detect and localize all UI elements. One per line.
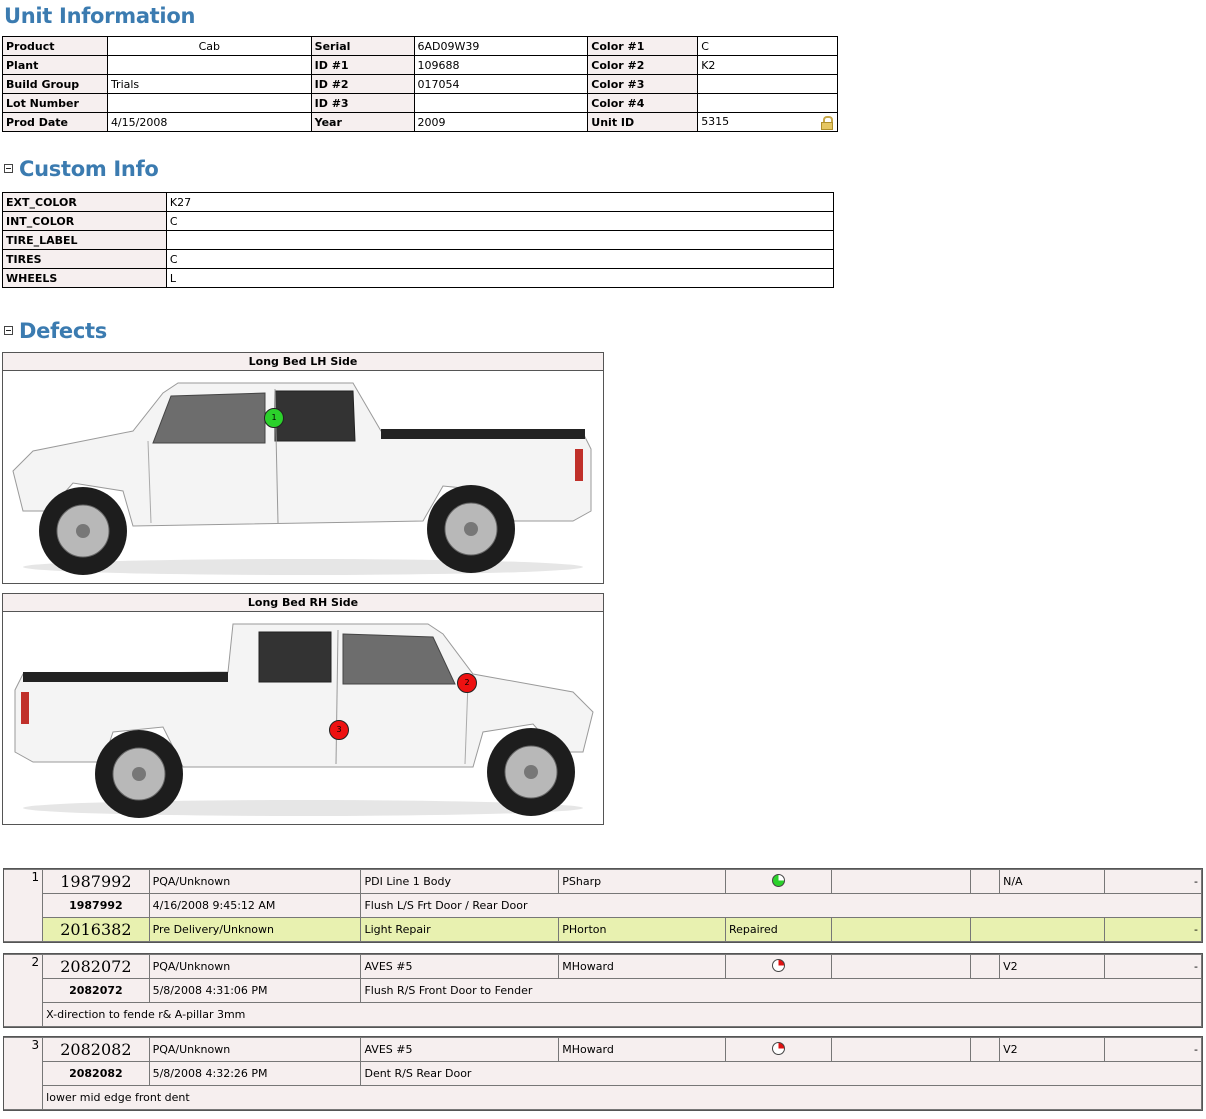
defect-dash: - — [1104, 870, 1201, 894]
defect-note: lower mid edge front dent — [43, 1086, 1202, 1110]
defect-detail-row — [4, 894, 1202, 918]
defect-description: Flush L/S Frt Door / Rear Door — [361, 894, 1202, 918]
defect-code: V2 — [1000, 1038, 1104, 1062]
view-title: Long Bed RH Side — [3, 594, 603, 612]
defect-station: PDI Line 1 Body — [361, 870, 559, 894]
defect-id[interactable]: 1987992 — [43, 870, 149, 894]
repair-dash: - — [1104, 918, 1201, 942]
repair-station: Light Repair — [361, 918, 559, 942]
unit-information-table — [2, 36, 838, 132]
unit-value: 4/15/2008 — [107, 113, 311, 132]
defect-user: MHoward — [559, 955, 726, 979]
custom-row — [3, 193, 834, 212]
custom-info-title: Custom Info — [19, 157, 159, 181]
custom-row — [3, 212, 834, 231]
defect-empty-cell — [832, 955, 971, 979]
defect-status-cell — [725, 1038, 831, 1062]
custom-row — [3, 231, 834, 250]
view-title: Long Bed LH Side — [3, 353, 603, 371]
defect-note-row — [4, 1086, 1202, 1110]
unit-label: ID #2 — [311, 75, 414, 94]
defect-dash: - — [1104, 1038, 1201, 1062]
collapse-toggle-icon[interactable] — [4, 326, 13, 335]
repair-empty-cell — [832, 918, 971, 942]
unit-value — [414, 94, 588, 113]
defect-record-2 — [3, 953, 1203, 1028]
defect-station: AVES #5 — [361, 1038, 559, 1062]
unit-label: Color #4 — [588, 94, 698, 113]
defects-title: Defects — [19, 319, 107, 343]
repair-empty-cell — [970, 918, 1104, 942]
defect-id[interactable]: 2082072 — [43, 955, 149, 979]
unit-row-prod-date — [3, 113, 838, 132]
defect-status-cell — [725, 870, 831, 894]
unit-value — [698, 94, 838, 113]
defect-user: PSharp — [559, 870, 726, 894]
defect-description: Flush R/S Front Door to Fender — [361, 979, 1202, 1003]
lock-icon[interactable] — [820, 116, 834, 130]
defect-empty-cell — [970, 870, 999, 894]
unit-row-build-group — [3, 75, 838, 94]
defect-timestamp: 5/8/2008 4:31:06 PM — [149, 979, 361, 1003]
unit-value — [698, 75, 838, 94]
custom-value — [166, 231, 833, 250]
unit-value: 6AD09W39 — [414, 37, 588, 56]
unit-value — [107, 56, 311, 75]
unit-label: Color #3 — [588, 75, 698, 94]
unit-value: K2 — [698, 56, 838, 75]
custom-info-table — [2, 192, 834, 288]
defect-dash: - — [1104, 955, 1201, 979]
unit-label: Color #2 — [588, 56, 698, 75]
custom-row — [3, 269, 834, 288]
defect-sub-id: 1987992 — [43, 894, 149, 918]
defect-timestamp: 5/8/2008 4:32:26 PM — [149, 1062, 361, 1086]
unit-value: 5315 — [701, 114, 730, 128]
repair-user: PHorton — [559, 918, 726, 942]
collapse-toggle-icon[interactable] — [4, 164, 13, 173]
truck-rh-icon — [3, 612, 603, 824]
defect-empty-cell — [832, 1038, 971, 1062]
custom-value: K27 — [166, 193, 833, 212]
unit-label: Build Group — [3, 75, 108, 94]
defect-code: V2 — [1000, 955, 1104, 979]
defect-timestamp: 4/16/2008 9:45:12 AM — [149, 894, 361, 918]
defect-marker-2[interactable]: 2 — [457, 673, 477, 693]
pie-green-icon — [772, 874, 785, 887]
defect-station: AVES #5 — [361, 955, 559, 979]
defect-code: N/A — [1000, 870, 1104, 894]
defect-detail-row — [4, 1062, 1202, 1086]
unit-label: Product — [3, 37, 108, 56]
unit-value: 2009 — [414, 113, 588, 132]
defect-marker-3[interactable]: 3 — [329, 720, 349, 740]
truck-lh-icon — [3, 371, 603, 583]
unit-row-product — [3, 37, 838, 56]
custom-row — [3, 250, 834, 269]
defect-view-lh — [2, 352, 604, 584]
custom-label: INT_COLOR — [3, 212, 167, 231]
pie-red-icon — [772, 1042, 785, 1055]
defect-view-rh — [2, 593, 604, 825]
defect-marker-1[interactable]: 1 — [264, 408, 284, 428]
unit-value: 017054 — [414, 75, 588, 94]
unit-label: Color #1 — [588, 37, 698, 56]
defect-source: PQA/Unknown — [149, 955, 361, 979]
defect-detail-row — [4, 979, 1202, 1003]
unit-label: Plant — [3, 56, 108, 75]
custom-label: TIRE_LABEL — [3, 231, 167, 250]
defect-index: 3 — [4, 1038, 43, 1110]
defect-note-row — [4, 1003, 1202, 1027]
defect-source: PQA/Unknown — [149, 870, 361, 894]
repair-id[interactable]: 2016382 — [43, 918, 149, 942]
repair-row[interactable] — [4, 918, 1202, 942]
unit-value: C — [698, 37, 838, 56]
defect-empty-cell — [970, 1038, 999, 1062]
defect-main-row[interactable] — [4, 1038, 1202, 1062]
repair-status: Repaired — [725, 918, 831, 942]
unit-row-lot-number — [3, 94, 838, 113]
defect-note: X-direction to fende r& A-pillar 3mm — [43, 1003, 1202, 1027]
defect-source: PQA/Unknown — [149, 1038, 361, 1062]
custom-label: WHEELS — [3, 269, 167, 288]
defect-index: 1 — [4, 870, 43, 942]
unit-label: ID #3 — [311, 94, 414, 113]
unit-label: Prod Date — [3, 113, 108, 132]
defect-record-3 — [3, 1036, 1203, 1111]
custom-label: TIRES — [3, 250, 167, 269]
defects-heading — [4, 319, 107, 343]
unit-value: 109688 — [414, 56, 588, 75]
defect-empty-cell — [832, 870, 971, 894]
unit-label: Lot Number — [3, 94, 108, 113]
truck-rh-image — [3, 612, 603, 824]
unit-id-cell — [698, 113, 838, 132]
unit-label: Year — [311, 113, 414, 132]
defect-empty-cell — [970, 955, 999, 979]
defect-status-cell — [725, 955, 831, 979]
defect-main-row[interactable] — [4, 955, 1202, 979]
unit-label: Serial — [311, 37, 414, 56]
unit-value: Trials — [107, 75, 311, 94]
defect-id[interactable]: 2082082 — [43, 1038, 149, 1062]
custom-value: C — [166, 250, 833, 269]
unit-row-plant — [3, 56, 838, 75]
defect-main-row[interactable] — [4, 870, 1202, 894]
defect-sub-id: 2082072 — [43, 979, 149, 1003]
unit-label: ID #1 — [311, 56, 414, 75]
custom-value: C — [166, 212, 833, 231]
custom-value: L — [166, 269, 833, 288]
unit-value — [107, 94, 311, 113]
unit-label: Unit ID — [588, 113, 698, 132]
unit-information-heading: Unit Information — [4, 4, 196, 28]
truck-lh-image — [3, 371, 603, 583]
defect-index: 2 — [4, 955, 43, 1027]
custom-label: EXT_COLOR — [3, 193, 167, 212]
custom-info-heading — [4, 157, 159, 181]
repair-source: Pre Delivery/Unknown — [149, 918, 361, 942]
defect-description: Dent R/S Rear Door — [361, 1062, 1202, 1086]
pie-red-icon — [772, 959, 785, 972]
defect-record-1 — [3, 868, 1203, 943]
defect-user: MHoward — [559, 1038, 726, 1062]
unit-value: Cab — [107, 37, 311, 56]
defect-sub-id: 2082082 — [43, 1062, 149, 1086]
